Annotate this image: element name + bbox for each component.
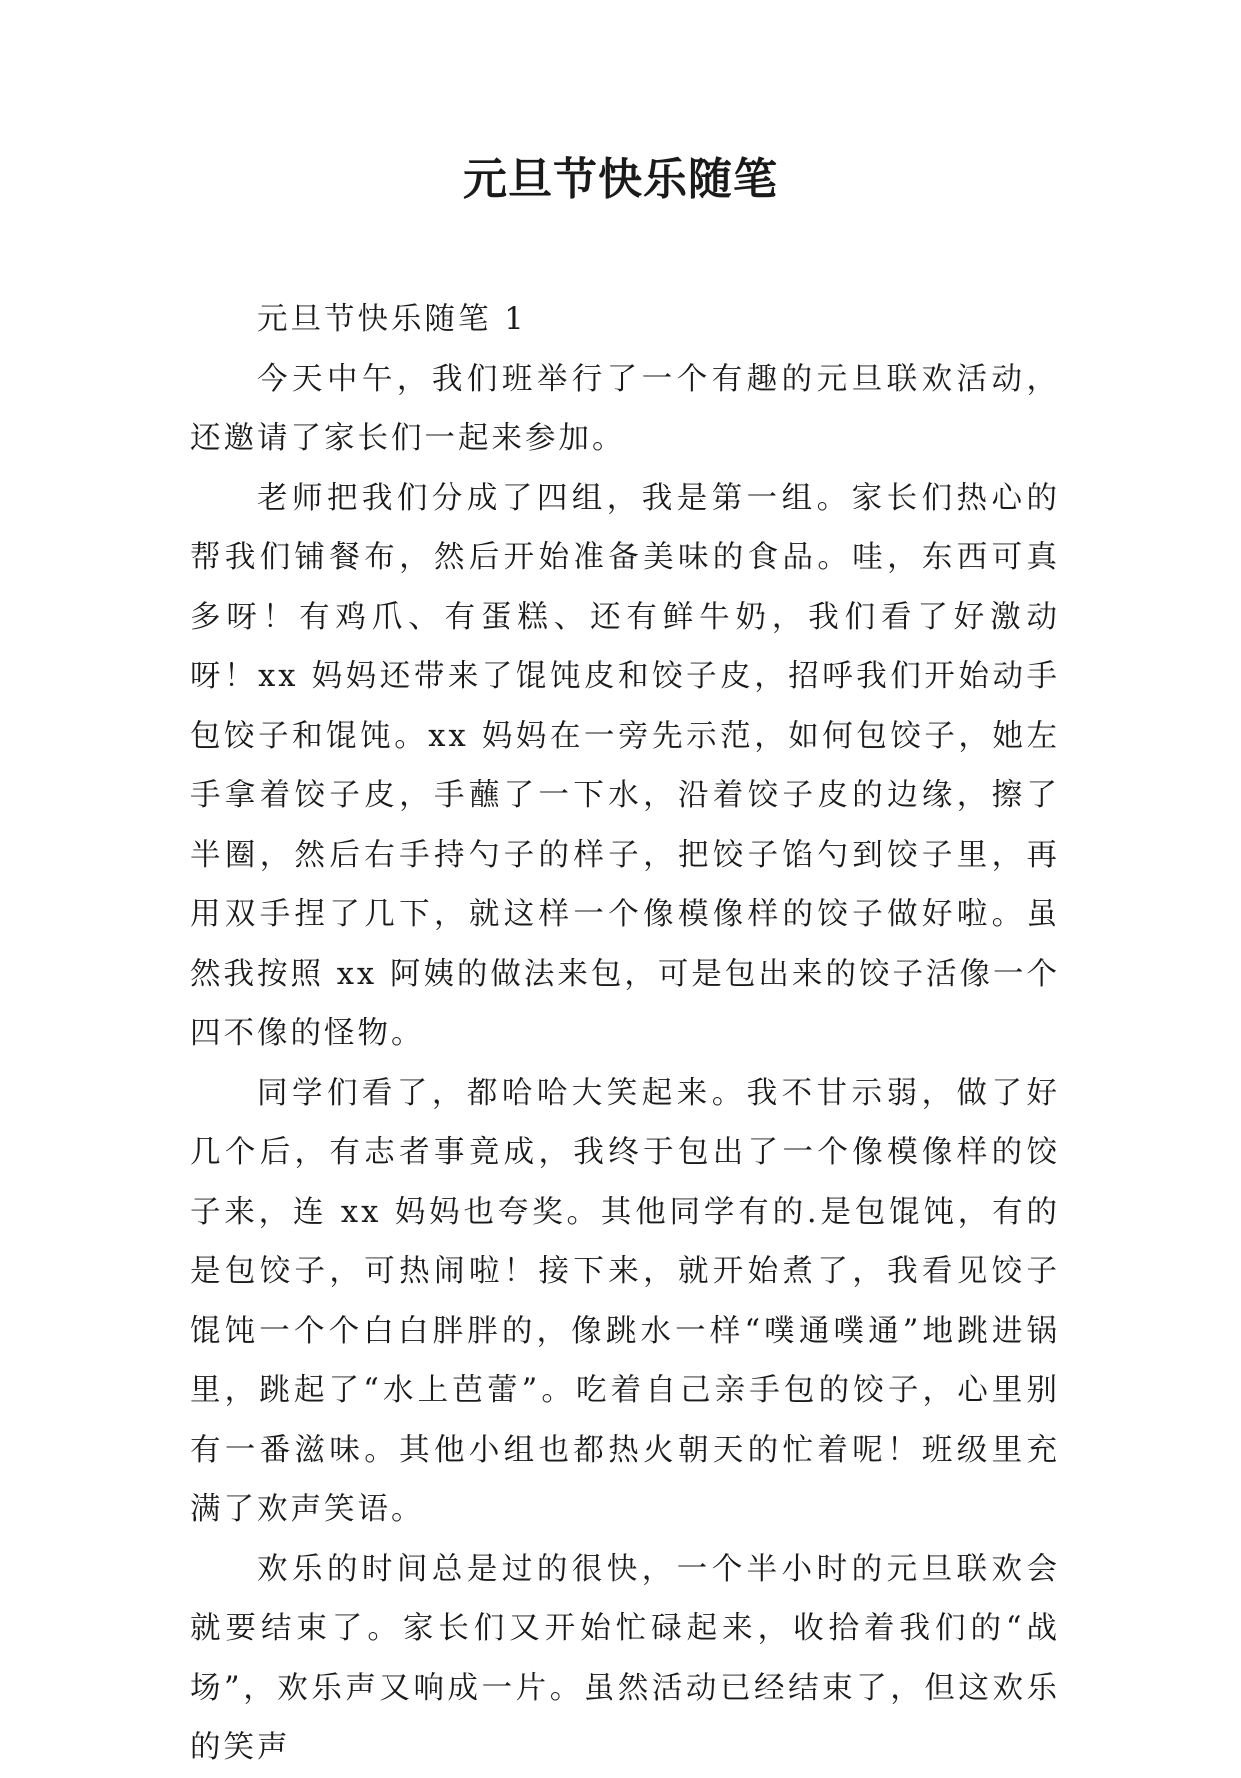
paragraph: 欢乐的时间总是过的很快，一个半小时的元旦联欢会就要结束了。家长们又开始忙碌起来，收拾着我们的“战场”，欢乐声又响成一片。虽然活动已经结束了，但这欢乐的笑声 bbox=[190, 1551, 1060, 1765]
paragraph: 今天中午，我们班举行了一个有趣的元旦联欢活动，还邀请了家长们一起来参加。 bbox=[190, 361, 1060, 456]
document-body bbox=[190, 290, 1060, 1778]
section-heading: 元旦节快乐随笔 1 bbox=[257, 302, 527, 337]
document-title: 元旦节快乐随笔 bbox=[463, 154, 778, 205]
paragraph: 老师把我们分成了四组，我是第一组。家长们热心的帮我们铺餐布，然后开始准备美味的食品。哇，东西可真多呀！有鸡爪、有蛋糕、还有鲜牛奶，我们看了好激动呀！xx 妈妈还带来了馄饨皮和饺子皮，招呼我们开始动手包饺子和馄饨。xx 妈妈在一旁先示范，如何包饺子，她左手拿着饺子皮，手蘸了一下水，沿着饺子皮的边缘，擦了半圈，然后右手持勺子的样子，把饺子馅勺到饺子里，再用双手捏了几下，就这样一个像模像样的饺子做好啦。虽然我按照 xx 阿姨的做法来包，可是包出来的饺子活像一个四不像的怪物。 bbox=[190, 480, 1060, 1051]
paragraph: 同学们看了，都哈哈大笑起来。我不甘示弱，做了好几个后，有志者事竟成，我终于包出了一个像模像样的饺子来，连 xx 妈妈也夸奖。其他同学有的.是包馄饨，有的是包饺子，可热闹啦！接下来，就开始煮了，我看见饺子馄饨一个个白白胖胖的，像跳水一样“噗通噗通”地跳进锅里，跳起了“水上芭蕾”。吃着自己亲手包的饺子，心里别有一番滋味。其他小组也都热火朝天的忙着呢！班级里充满了欢声笑语。 bbox=[190, 1075, 1060, 1527]
